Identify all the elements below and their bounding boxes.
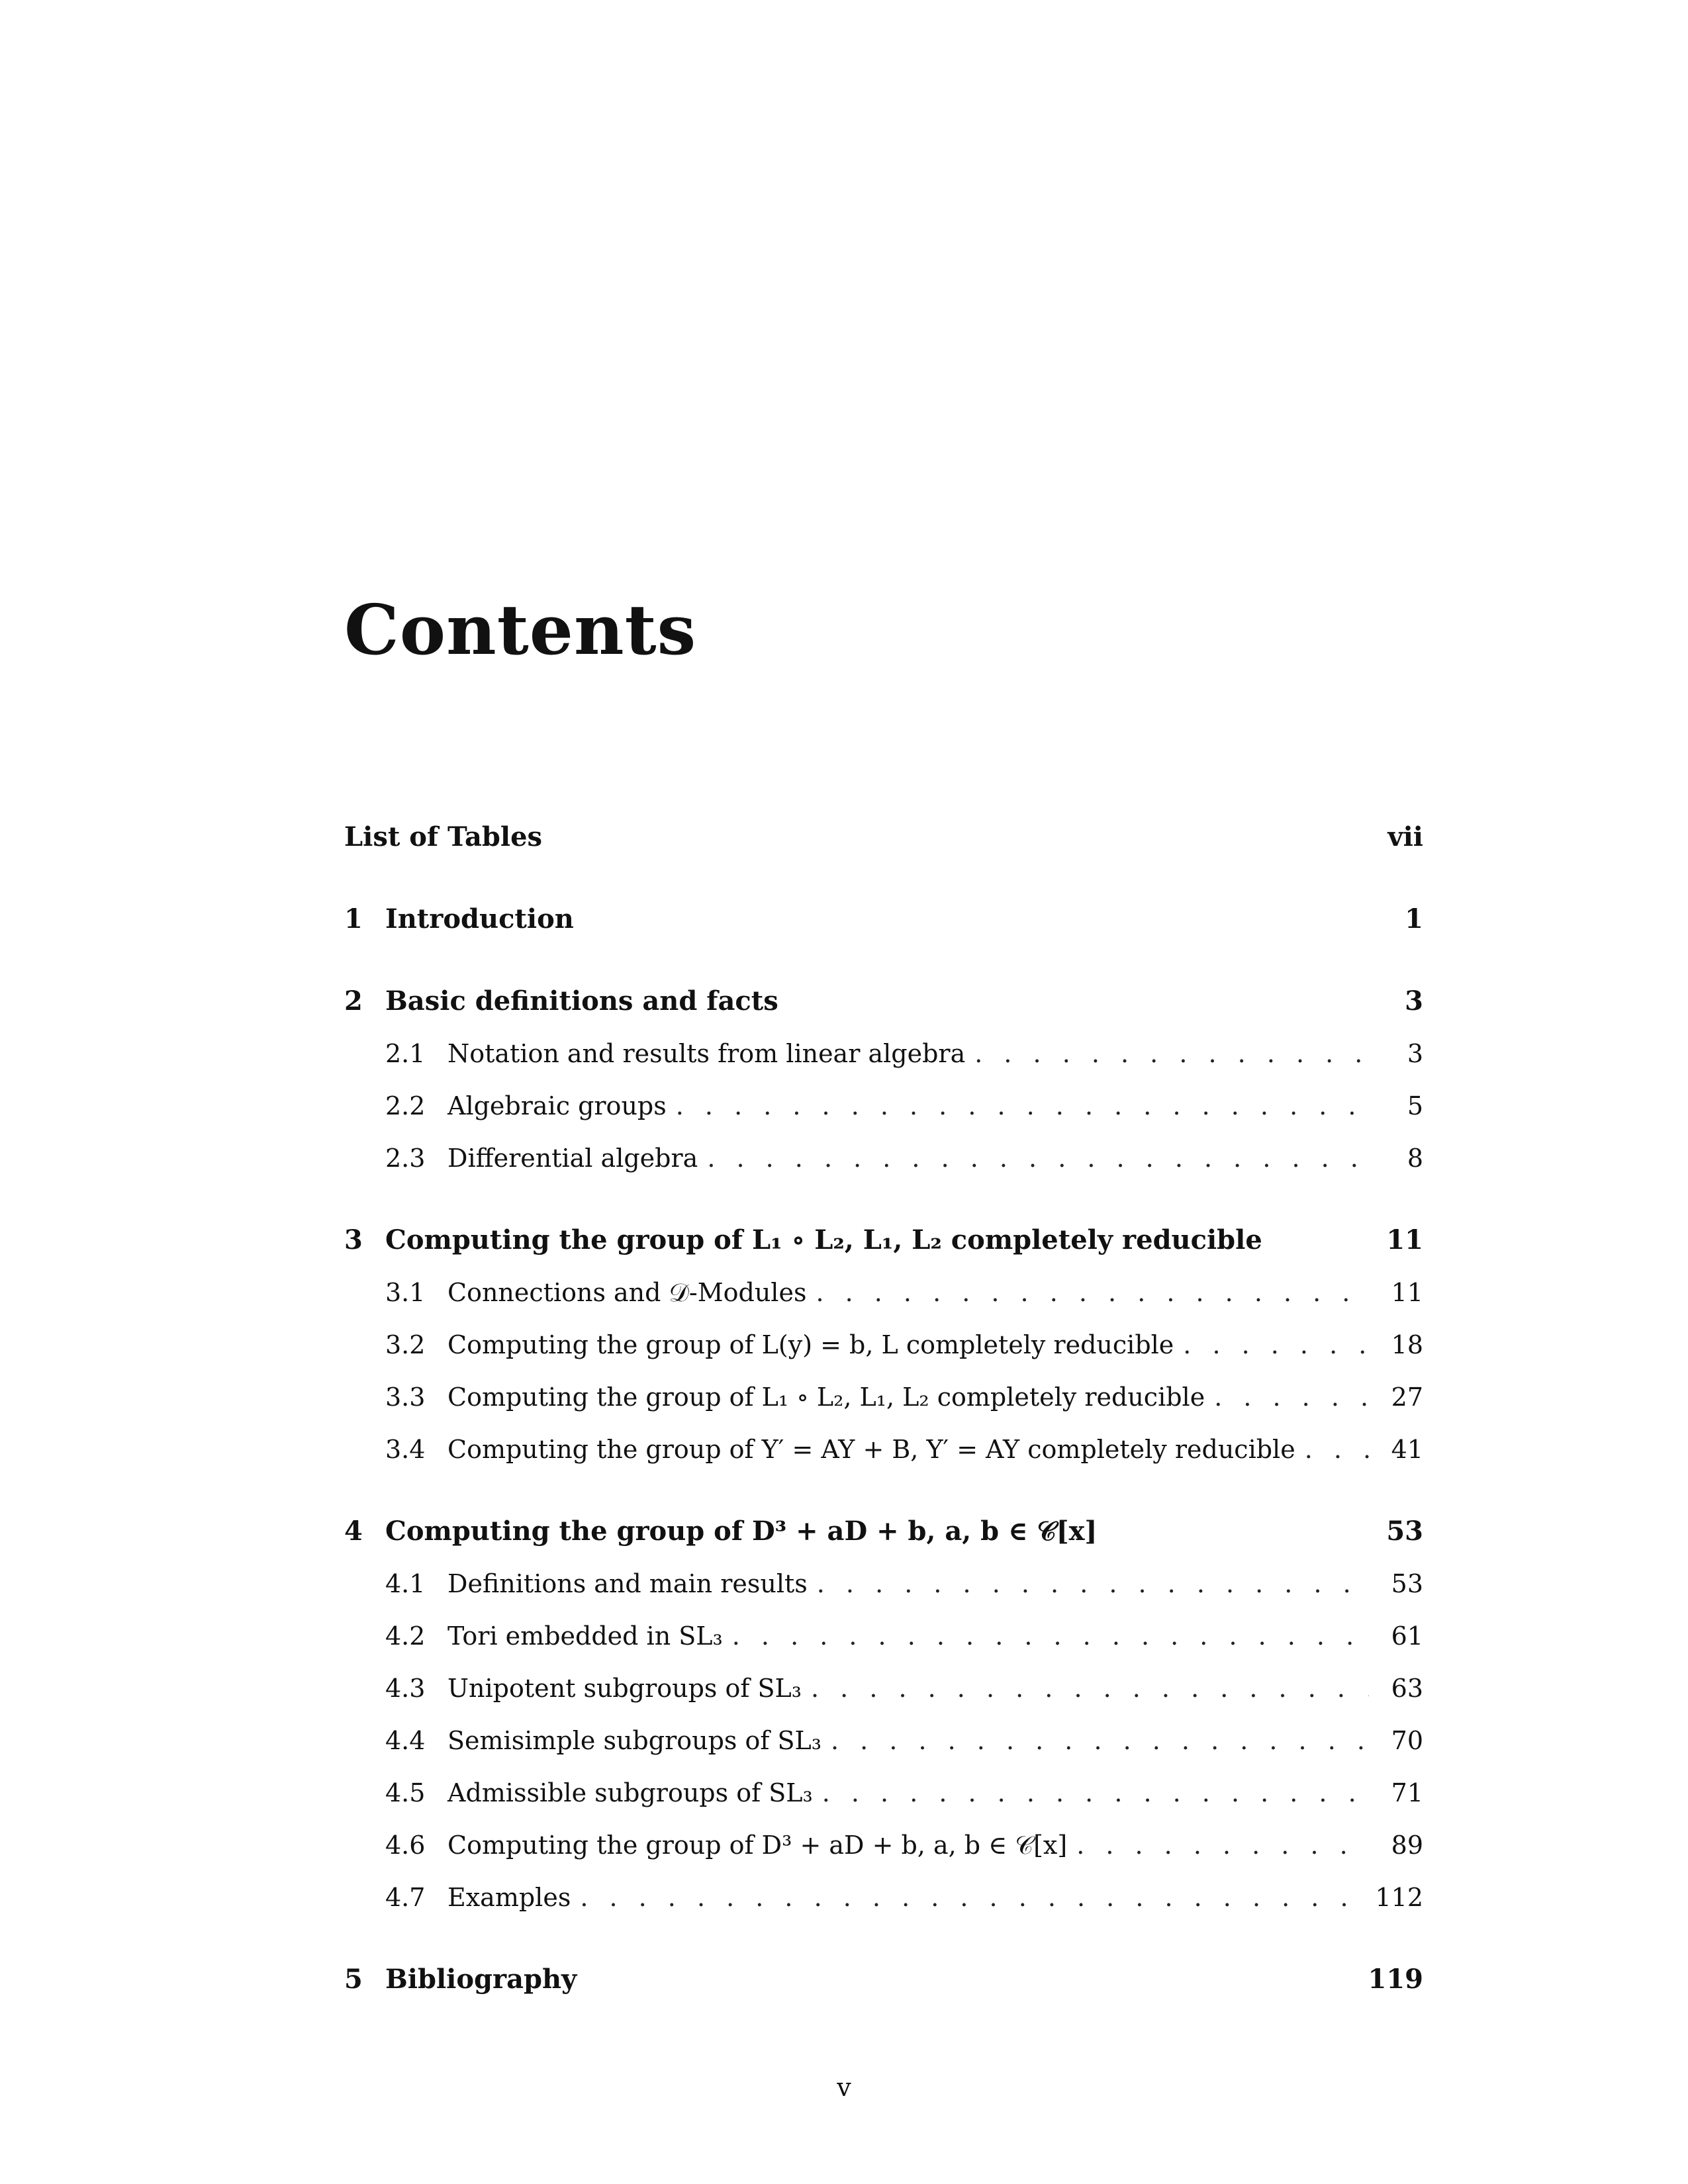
toc-entry-number: 3.3 bbox=[385, 1383, 426, 1412]
toc-entry-number: 2.2 bbox=[385, 1091, 426, 1120]
toc-entry-page: 5 bbox=[1407, 1091, 1423, 1120]
toc-entry-number: 4.4 bbox=[385, 1726, 426, 1755]
toc-entry-title: Admissible subgroups of SL₃ bbox=[447, 1778, 813, 1807]
toc-entry-title: Examples bbox=[447, 1883, 571, 1912]
toc-entry-section-4-1[interactable] bbox=[344, 1567, 1423, 1600]
dot-leader bbox=[822, 1776, 1369, 1809]
toc-entry-title: Computing the group of L(y) = b, L completely reducible bbox=[447, 1330, 1174, 1359]
toc-entry-chapter-3[interactable] bbox=[344, 1224, 1423, 1257]
toc-entry-section-2-2[interactable] bbox=[344, 1089, 1423, 1122]
toc-entry-chapter-2[interactable] bbox=[344, 985, 1423, 1018]
toc-entry-page: 18 bbox=[1391, 1330, 1423, 1359]
toc-entry-section-3-3[interactable] bbox=[344, 1381, 1423, 1414]
toc-entry-number: 3.2 bbox=[385, 1330, 426, 1359]
dot-leader bbox=[811, 1672, 1369, 1705]
dot-leader bbox=[1183, 1328, 1369, 1361]
toc-entry-number: 4.7 bbox=[385, 1883, 426, 1912]
dot-leader bbox=[707, 1142, 1369, 1175]
toc-entry-chapter-4[interactable] bbox=[344, 1515, 1423, 1548]
toc-entry-page: 112 bbox=[1375, 1883, 1423, 1912]
toc-entry-number: 3.4 bbox=[385, 1435, 426, 1464]
toc-entry-section-3-2[interactable] bbox=[344, 1328, 1423, 1361]
toc-entry-page: vii bbox=[1387, 821, 1423, 852]
toc-entry-chapter-5[interactable] bbox=[344, 1963, 1423, 1996]
dot-leader bbox=[1214, 1381, 1369, 1414]
toc-entry-page: 63 bbox=[1391, 1674, 1423, 1703]
dot-leader bbox=[1305, 1433, 1369, 1466]
toc-entry-section-4-6[interactable] bbox=[344, 1829, 1423, 1862]
page-number: v bbox=[837, 2073, 851, 2102]
dot-leader bbox=[974, 1037, 1369, 1070]
toc-entry-section-3-4[interactable] bbox=[344, 1433, 1423, 1466]
toc-entry-number: 4 bbox=[344, 1516, 363, 1547]
dot-leader bbox=[1076, 1829, 1369, 1862]
table-of-contents bbox=[344, 821, 1423, 1996]
toc-entry-chapter-1[interactable] bbox=[344, 903, 1423, 936]
toc-entry-number: 3.1 bbox=[385, 1278, 426, 1307]
toc-entry-page: 89 bbox=[1391, 1831, 1423, 1860]
toc-entry-section-4-3[interactable] bbox=[344, 1672, 1423, 1705]
toc-entry-title: Computing the group of D³ + aD + b, a, b ∈ 𝒞[x] bbox=[447, 1831, 1068, 1860]
toc-entry-number: 4.2 bbox=[385, 1621, 426, 1651]
toc-entry-title: Basic definitions and facts bbox=[385, 985, 778, 1017]
toc-entry-number: 5 bbox=[344, 1964, 363, 1995]
toc-entry-page: 53 bbox=[1391, 1569, 1423, 1598]
toc-entry-section-2-1[interactable] bbox=[344, 1037, 1423, 1070]
toc-entry-title: Unipotent subgroups of SL₃ bbox=[447, 1674, 802, 1703]
toc-entry-page: 1 bbox=[1405, 903, 1423, 934]
toc-entry-section-4-7[interactable] bbox=[344, 1881, 1423, 1914]
toc-entry-list-of-tables[interactable] bbox=[344, 821, 1423, 854]
toc-entry-title: Computing the group of Y′ = AY + B, Y′ = AY completely reducible bbox=[447, 1435, 1295, 1464]
toc-entry-number: 4.5 bbox=[385, 1778, 426, 1807]
toc-entry-page: 11 bbox=[1391, 1278, 1423, 1307]
toc-entry-number: 1 bbox=[344, 903, 363, 934]
page-title: Contents bbox=[344, 589, 697, 670]
dot-leader bbox=[732, 1619, 1369, 1653]
toc-entry-title: Bibliography bbox=[385, 1964, 577, 1995]
dot-leader bbox=[676, 1089, 1369, 1122]
toc-entry-title: Introduction bbox=[385, 903, 574, 934]
toc-entry-number: 4.3 bbox=[385, 1674, 426, 1703]
toc-entry-number: 2.3 bbox=[385, 1144, 426, 1173]
toc-entry-title: Computing the group of D³ + aD + b, a, b ∈ 𝒞[x] bbox=[385, 1516, 1098, 1547]
toc-entry-page: 8 bbox=[1407, 1144, 1423, 1173]
toc-entry-page: 27 bbox=[1391, 1383, 1423, 1412]
toc-entry-section-4-2[interactable] bbox=[344, 1619, 1423, 1653]
dot-leader bbox=[816, 1276, 1369, 1309]
toc-entry-title: Semisimple subgroups of SL₃ bbox=[447, 1726, 822, 1755]
toc-entry-number: 4.6 bbox=[385, 1831, 426, 1860]
toc-entry-section-4-4[interactable] bbox=[344, 1724, 1423, 1757]
toc-entry-page: 71 bbox=[1391, 1778, 1423, 1807]
toc-entry-title: Computing the group of L₁ ∘ L₂, L₁, L₂ completely reducible bbox=[385, 1224, 1262, 1255]
dot-leader bbox=[580, 1881, 1360, 1914]
toc-entry-title: Connections and 𝒟-Modules bbox=[447, 1278, 807, 1307]
toc-entry-page: 41 bbox=[1391, 1435, 1423, 1464]
toc-entry-section-2-3[interactable] bbox=[344, 1142, 1423, 1175]
toc-entry-page: 119 bbox=[1368, 1964, 1423, 1995]
toc-entry-number: 3 bbox=[344, 1224, 363, 1255]
dot-leader bbox=[817, 1567, 1369, 1600]
toc-entry-section-3-1[interactable] bbox=[344, 1276, 1423, 1309]
toc-entry-page: 61 bbox=[1391, 1621, 1423, 1651]
toc-entry-number: 2 bbox=[344, 985, 363, 1017]
toc-entry-title: Tori embedded in SL₃ bbox=[447, 1621, 723, 1651]
toc-entry-page: 70 bbox=[1391, 1726, 1423, 1755]
toc-entry-title: Notation and results from linear algebra bbox=[447, 1039, 966, 1068]
toc-entry-number: 2.1 bbox=[385, 1039, 426, 1068]
toc-entry-title: List of Tables bbox=[344, 821, 543, 852]
dot-leader bbox=[831, 1724, 1369, 1757]
toc-entry-title: Definitions and main results bbox=[447, 1569, 808, 1598]
toc-entry-page: 3 bbox=[1407, 1039, 1423, 1068]
toc-entry-number: 4.1 bbox=[385, 1569, 426, 1598]
toc-entry-title: Differential algebra bbox=[447, 1144, 698, 1173]
toc-entry-title: Computing the group of L₁ ∘ L₂, L₁, L₂ completely reducible bbox=[447, 1383, 1205, 1412]
toc-entry-page: 53 bbox=[1386, 1516, 1423, 1547]
toc-entry-section-4-5[interactable] bbox=[344, 1776, 1423, 1809]
toc-entry-page: 11 bbox=[1386, 1224, 1423, 1255]
toc-entry-page: 3 bbox=[1405, 985, 1423, 1017]
toc-entry-title: Algebraic groups bbox=[447, 1091, 667, 1120]
